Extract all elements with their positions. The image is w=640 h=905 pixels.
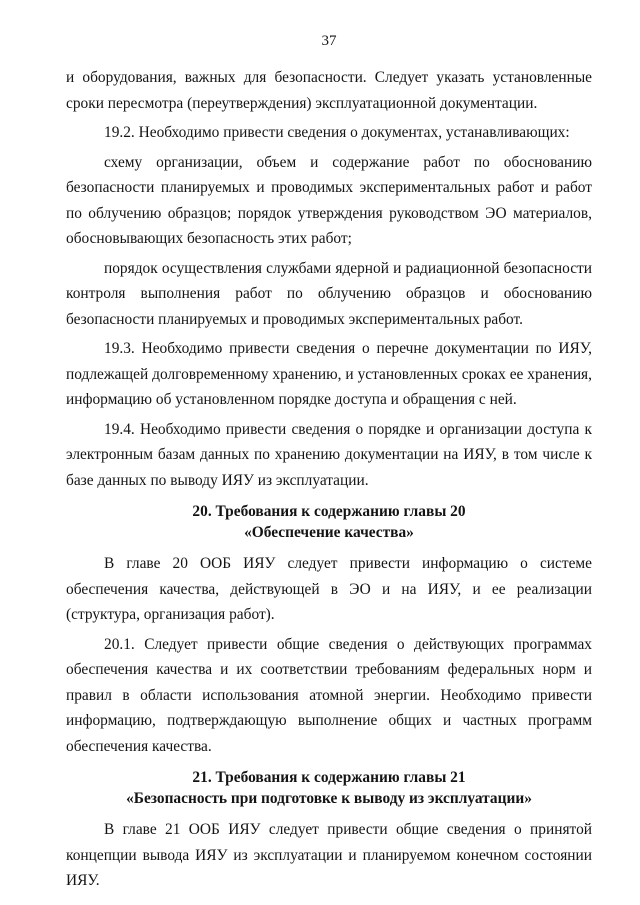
- section-21-heading: [66, 767, 592, 809]
- paragraph-19-2: 19.2. Необходимо привести сведения о документах, устанавливающих:: [104, 124, 570, 141]
- paragraph-19-2-item-1: схему организации, объем и содержание работ по обоснованию безопасности планируемых и проводимых экспериментальных работ и работ по облучению образцов; порядок утверждения руководством ЭО материалов, обосновывающих безопасность этих работ;: [66, 153, 592, 247]
- paragraph-20-1: 20.1. Следует привести общие сведения о действующих программах обеспечения качества и их соответствии требованиям федеральных норм и правил в области использования атомной энергии. Необходимо привести информацию, подтверждающую выполнение общих и частных программ обеспечения качества.: [66, 635, 592, 755]
- section-20-heading-subtitle: «Обеспечение качества»: [244, 524, 414, 541]
- paragraph-19-4: 19.4. Необходимо привести сведения о порядке и организации доступа к электронным базам данных по хранению документации на ИЯУ, в том числе к базе данных по выводу ИЯУ из эксплуатации.: [66, 420, 592, 489]
- section-21-heading-subtitle: «Безопасность при подготовке к выводу из эксплуатации»: [126, 790, 532, 807]
- paragraph-20-intro: В главе 20 ООБ ИЯУ следует привести информацию о системе обеспечения качества, действующей в ЭО и на ИЯУ, и ее реализации (структура, организация работ).: [66, 555, 592, 623]
- paragraph-21-intro: В главе 21 ООБ ИЯУ следует привести общие сведения о принятой концепции вывода ИЯУ из эксплуатации и планируемом конечном состоянии ИЯУ.: [66, 821, 592, 889]
- section-20-heading-title: 20. Требования к содержанию главы 20: [192, 503, 466, 520]
- paragraph-continuation: и оборудования, важных для безопасности. Следует указать установленные сроки пересмотра (переутверждения) эксплуатационной документации.: [66, 69, 592, 112]
- section-21-heading-title: 21. Требования к содержанию главы 21: [192, 769, 466, 786]
- page-number: 37: [321, 33, 337, 49]
- section-20-heading: [66, 501, 592, 543]
- paragraph-19-2-item-2: порядок осуществления службами ядерной и радиационной безопасности контроля выполнения работ по облучению образцов и обоснованию безопасности планируемых и проводимых экспериментальных работ.: [66, 259, 592, 328]
- paragraph-19-3: 19.3. Необходимо привести сведения о перечне документации по ИЯУ, подлежащей долговременному хранению, и установленных сроках ее хранения, информацию об установленном порядке доступа и обращения с ней.: [66, 340, 592, 408]
